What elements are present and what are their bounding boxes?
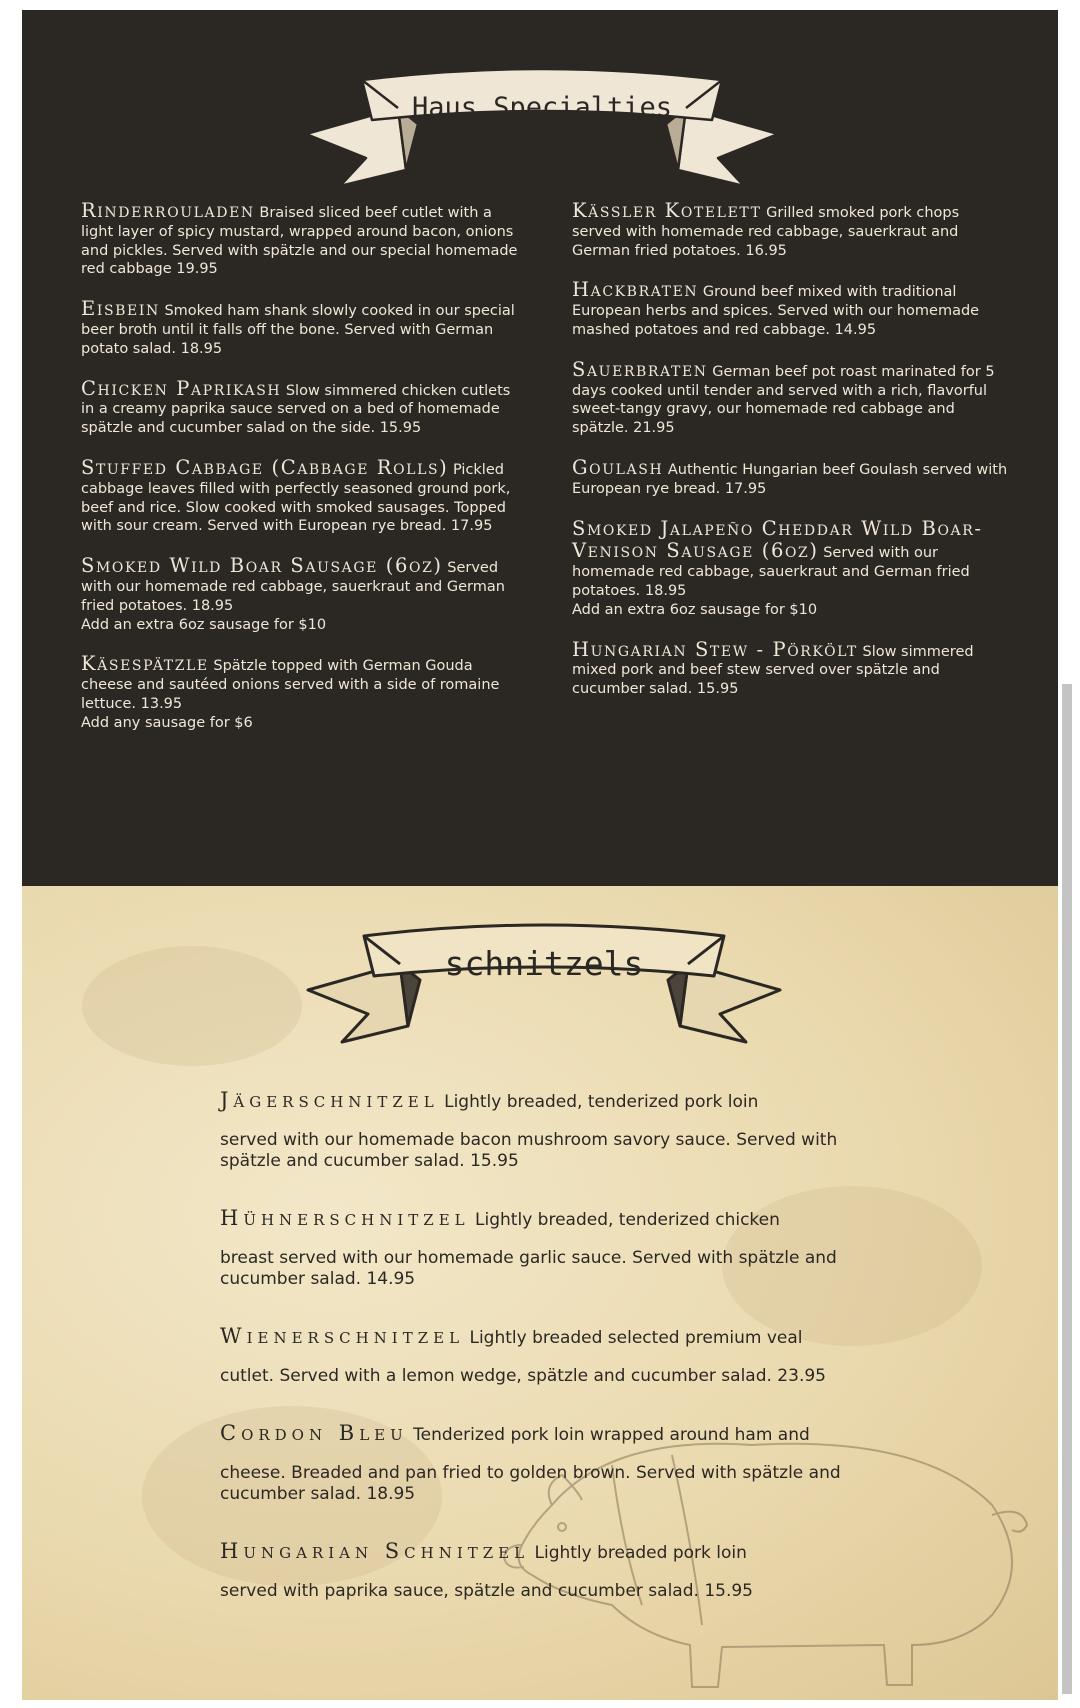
schnitzel-item (220, 1423, 860, 1505)
schnitzel-item-description: Lightly breaded pork loin (529, 1543, 747, 1563)
menu-item-description: Pickled cabbage leaves filled with perfectly seasoned ground pork, beef and rice. Slow cooked with smoked sausages. Topped with sour cream. Served with European rye bread. 17.95 (81, 461, 511, 535)
schnitzel-item-heading (220, 1208, 860, 1238)
menu-item (81, 457, 521, 536)
schnitzel-item-heading (220, 1090, 860, 1120)
haus-specialties-section (22, 10, 1058, 886)
menu-item-description: Braised sliced beef cutlet with a light layer of spicy mustard, wrapped around bacon, onions and pickles. Served with spätzle and our special homemade red cabbage 19.95 (81, 205, 518, 278)
menu-item-name: Chicken Paprikash (81, 376, 282, 400)
menu-item-description: Served with our homemade red cabbage, sauerkraut and German fried potatoes. 18.95 (81, 560, 505, 614)
haus-specialties-title: Haus Specialties (411, 92, 673, 123)
schnitzel-item-description-cont: cheese. Breaded and pan fried to golden brown. Served with spätzle and cucumber salad. 18.95 (220, 1463, 841, 1504)
menu-item-addon: Add any sausage for $6 (81, 714, 253, 731)
menu-item-description: Smoked ham shank slowly cooked in our special beer broth until it falls off the bone. Served with German potato salad. 18.95 (81, 303, 515, 357)
schnitzel-item (220, 1208, 860, 1290)
menu-item-description: German beef pot roast marinated for 5 days cooked until tender and served with a rich, flavorful sweet-tangy gravy, our homemade red cabbage and spätzle. 21.95 (572, 363, 995, 437)
menu-item-description: Slow simmered chicken cutlets in a creamy paprika sauce served on a bed of homemade spätzle and cucumber salad on the side. 15.95 (81, 382, 511, 437)
menu-item (81, 378, 521, 438)
menu-item-addon: Add an extra 6oz sausage for $10 (572, 601, 818, 618)
schnitzel-item-name: Wienerschnitzel (220, 1324, 465, 1348)
menu-item (572, 279, 1012, 339)
menu-item (572, 359, 1012, 438)
schnitzel-item-description-cont: breast served with our homemade garlic sauce. Served with spätzle and cucumber salad. 14.95 (220, 1248, 837, 1289)
menu-item-description: Spätzle topped with German Gouda cheese and sautéed onions served with a side of romaine lettuce. 13.95 (81, 658, 500, 712)
menu-item-name: Eisbein (81, 297, 160, 321)
schnitzel-item-name: Hühnerschnitzel (220, 1206, 470, 1230)
menu-item-name: Kässler Kotelett (572, 199, 762, 222)
menu-item (572, 639, 1012, 699)
menu-item-addon: Add an extra 6oz sausage for $10 (81, 616, 327, 633)
ribbon-banner-icon (302, 62, 782, 202)
haus-specialties-banner (302, 62, 782, 202)
schnitzel-item-name: Jägerschnitzel (220, 1088, 439, 1112)
menu-item-name: Käsespätzle (81, 652, 209, 676)
schnitzel-item-description: Lightly breaded, tenderized pork loin (438, 1092, 759, 1112)
menu-item-description: Ground beef mixed with traditional European herbs and spices. Served with our homemade mashed potatoes and red cabbage. 14.95 (572, 284, 980, 338)
schnitzel-item-description-cont: served with our homemade bacon mushroom savory sauce. Served with spätzle and cucumber salad. 15.95 (220, 1130, 838, 1171)
schnitzel-item-description-cont: served with paprika sauce, spätzle and cucumber salad. 15.95 (220, 1581, 753, 1601)
menu-item (81, 298, 521, 358)
menu-item (81, 653, 521, 732)
menu-item-description: Slow simmered mixed pork and beef stew served over spätzle and cucumber salad. 15.95 (572, 643, 974, 698)
menu-item (81, 555, 521, 634)
menu-item-description: Grilled smoked pork chops served with homemade red cabbage, sauerkraut and German fried potatoes. 16.95 (572, 205, 960, 259)
schnitzel-item-name: Cordon Bleu (220, 1421, 408, 1445)
schnitzel-item (220, 1090, 860, 1172)
menu-item-description: Authentic Hungarian beef Goulash served with European rye bread. 17.95 (572, 461, 1008, 497)
menu-item-name: Hackbraten (572, 278, 699, 302)
scrollbar[interactable] (1062, 684, 1072, 1694)
schnitzel-item-name: Hungarian Schnitzel (220, 1539, 530, 1563)
menu-item-name: Rinderrouladen (81, 199, 255, 222)
schnitzels-list (220, 1090, 860, 1638)
menu-page (22, 10, 1058, 1700)
schnitzels-title: schnitzels (444, 944, 644, 983)
menu-item (572, 518, 1012, 620)
menu-item-name: Smoked Jalapeño Cheddar Wild Boar-Venison Sausage (6oz) (572, 516, 983, 563)
schnitzel-item-heading (220, 1326, 860, 1356)
schnitzel-item-description-cont: cutlet. Served with a lemon wedge, spätzle and cucumber salad. 23.95 (220, 1366, 826, 1386)
schnitzel-item-heading (220, 1541, 860, 1571)
schnitzel-item (220, 1541, 860, 1602)
menu-item-name: Hungarian Stew - Pörkölt (572, 637, 858, 661)
haus-left-column (81, 200, 521, 752)
menu-item-name: Goulash (572, 455, 664, 479)
menu-item-name: Stuffed Cabbage (Cabbage Rolls) (81, 455, 449, 479)
ribbon-banner-icon (304, 918, 784, 1058)
schnitzel-item-heading (220, 1423, 860, 1453)
menu-item (81, 200, 521, 279)
schnitzel-item-description: Lightly breaded, tenderized chicken (469, 1210, 780, 1230)
schnitzel-item-description: Tenderized pork loin wrapped around ham and (407, 1425, 810, 1445)
menu-item-description: Served with our homemade red cabbage, sauerkraut and German fried potatoes. 18.95 (572, 545, 970, 599)
menu-item (572, 457, 1012, 499)
menu-item-name: Smoked Wild Boar Sausage (6oz) (81, 554, 443, 578)
menu-item-name: Sauerbraten (572, 357, 708, 381)
schnitzel-item (220, 1326, 860, 1387)
haus-right-column (572, 200, 1012, 718)
menu-item (572, 200, 1012, 260)
schnitzel-item-description: Lightly breaded selected premium veal (464, 1328, 803, 1348)
schnitzels-banner (304, 918, 784, 1058)
